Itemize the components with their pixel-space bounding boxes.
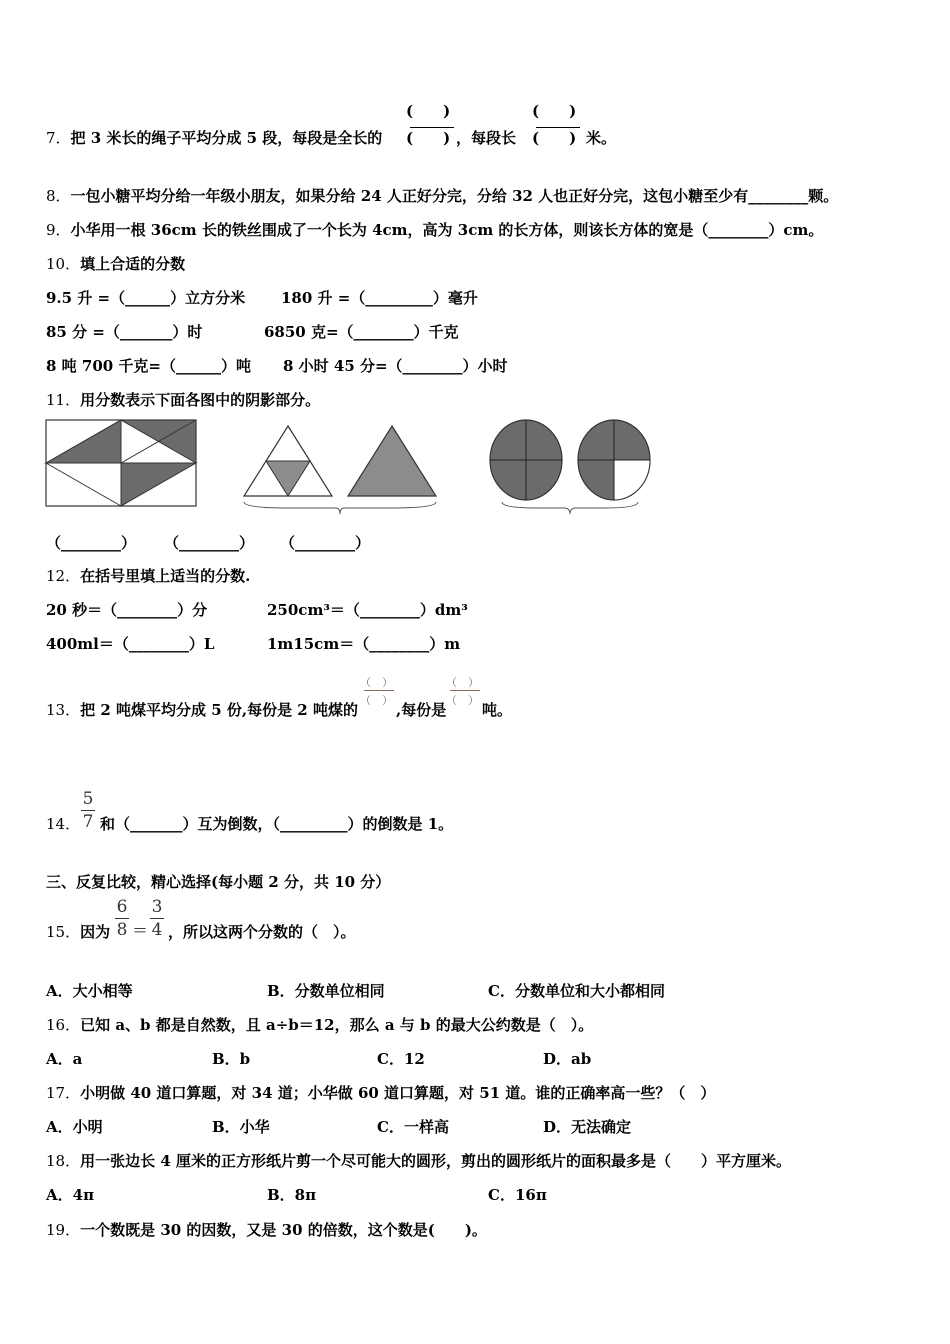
q15-line (46, 922, 110, 942)
q14-text: 和（_______）互为倒数，（_________）的倒数是 1。 (100, 815, 454, 833)
q7-paren-top-1: ( ) (406, 102, 451, 120)
q17-option-d[interactable]: D．无法确定 (543, 1118, 632, 1136)
q11-full-shaded-triangle (348, 426, 436, 496)
q10-r3b: 8 小时 45 分=（________）小时 (283, 357, 508, 375)
q17-line (46, 1083, 715, 1103)
q12-r1a: 20 秒＝（________）分 (46, 601, 208, 619)
q10-r2b: 6850 克=（________）千克 (264, 323, 459, 341)
q14-fraction-denominator: 7 (82, 812, 94, 832)
q10-title: 填上合适的分数 (80, 255, 186, 273)
q15-lead: 因为 (80, 923, 111, 941)
q19-number: 19． (46, 1221, 81, 1239)
q13-paren-bot-1: （ ） (360, 694, 393, 707)
q17-option-c[interactable]: C．一样高 (377, 1118, 449, 1136)
q17-option-b[interactable]: B．小华 (212, 1118, 270, 1136)
q16-number: 16． (46, 1016, 81, 1034)
q7-number: 7． (46, 129, 71, 147)
q10-title-line (46, 254, 185, 274)
q16-option-a[interactable]: A．a (46, 1050, 83, 1068)
q7-text-b: ，每段长 (456, 129, 517, 147)
q18-option-b[interactable]: B．8π (267, 1186, 317, 1204)
q16-line (46, 1015, 593, 1035)
q14-fraction (78, 788, 98, 833)
q15-fraction-1 (113, 896, 131, 941)
q7-line (46, 128, 382, 148)
q14-fraction-numerator: 5 (82, 789, 94, 809)
q17-number: 17． (46, 1084, 81, 1102)
q11-circles-figure (486, 416, 656, 516)
q10-r1a: 9.5 升 =（______）立方分米 (46, 289, 246, 307)
q13-line (46, 700, 358, 720)
q7-paren-mid-2: ( ) (532, 129, 577, 147)
q8-text: 一包小糖平均分给一年级小朋友，如果分给 24 人正好分完，分给 32 人也正好分完，这包小糖至少有________颗。 (70, 187, 839, 205)
q14-number: 14． (46, 815, 81, 833)
q8-line (46, 186, 838, 206)
q15-text: ，所以这两个分数的（ ）。 (168, 923, 356, 941)
q7-paren-top-2: ( ) (532, 102, 577, 120)
section3-heading: 三、反复比较，精心选择(每小题 2 分，共 10 分） (46, 873, 391, 891)
q13-paren-top-2: （ ） (446, 676, 479, 689)
q18-option-c[interactable]: C．16π (488, 1186, 547, 1204)
q16-option-d[interactable]: D．ab (543, 1050, 592, 1068)
q13-paren-bot-2: （ ） (446, 694, 479, 707)
q9-line (46, 220, 823, 240)
q12-title-line (46, 566, 250, 586)
q7-text-c: 米。 (586, 129, 617, 147)
q8-number: 8． (46, 187, 71, 205)
q14-number-line (46, 814, 80, 834)
q15-f1-denominator: 8 (116, 920, 128, 940)
q11-answer-3: （________） (280, 534, 371, 552)
q15-option-b[interactable]: B．分数单位相同 (267, 982, 385, 1000)
q16-text: 已知 a、b 都是自然数，且 a÷b＝12，那么 a 与 b 的最大公约数是（ ）。 (80, 1016, 594, 1034)
q11-brace-2 (502, 502, 638, 514)
q12-number: 12． (46, 567, 81, 585)
q12-r2a: 400ml＝（________）L (46, 635, 215, 653)
q17-option-a[interactable]: A．小明 (46, 1118, 103, 1136)
q13-fraction-bar-1 (364, 690, 394, 691)
q11-number: 11． (46, 391, 81, 409)
q10-r3a: 8 吨 700 千克=（______）吨 (46, 357, 251, 375)
q13-fraction-bar-2 (450, 690, 480, 691)
q16-option-c[interactable]: C．12 (377, 1050, 425, 1068)
q18-option-a[interactable]: A．4π (46, 1186, 95, 1204)
q18-number: 18． (46, 1152, 81, 1170)
q11-answer-2: （________） (164, 534, 255, 552)
q11-answer-1: （________） (46, 534, 137, 552)
q11-triangles-figure (240, 420, 440, 516)
q18-line (46, 1151, 791, 1171)
q13-paren-top-1: （ ） (360, 676, 393, 689)
q11-brace-1 (244, 502, 436, 514)
q10-r2a: 85 分 =（_______）时 (46, 323, 203, 341)
q15-f2-denominator: 4 (151, 920, 163, 940)
q15-fraction-2 (148, 896, 166, 941)
q7-paren-mid-1: ( ) (406, 129, 451, 147)
q13-text-b: ,每份是 (396, 701, 447, 719)
q15-f1-numerator: 6 (116, 897, 128, 917)
q7-text-a: 把 3 米长的绳子平均分成 5 段，每段是全长的 (70, 129, 383, 147)
q12-r2b: 1m15cm＝（________）m (267, 635, 461, 653)
q11-title-line (46, 390, 320, 410)
q15-equals: ＝ (132, 921, 149, 940)
q10-number: 10． (46, 255, 81, 273)
q18-text: 用一张边长 4 厘米的正方形纸片剪一个尽可能大的圆形，剪出的圆形纸片的面积最多是（ ）平方厘米。 (80, 1152, 791, 1170)
q13-number: 13． (46, 701, 81, 719)
q12-title: 在括号里填上适当的分数. (80, 567, 251, 585)
q16-option-b[interactable]: B．b (212, 1050, 251, 1068)
q19-text: 一个数既是 30 的因数，又是 30 的倍数，这个数是( )。 (80, 1221, 487, 1239)
q9-text: 小华用一根 36cm 长的铁丝围成了一个长为 4cm，高为 3cm 的长方体，则该长方体的宽是（________）cm。 (70, 221, 824, 239)
q11-title: 用分数表示下面各图中的阴影部分。 (80, 391, 321, 409)
q12-r1b: 250cm³＝（________）dm³ (267, 601, 468, 619)
q10-r1b: 180 升 =（_________）毫升 (281, 289, 478, 307)
q9-number: 9． (46, 221, 71, 239)
q13-text-c: 吨。 (482, 701, 513, 719)
q15-number: 15． (46, 923, 81, 941)
q15-f2-numerator: 3 (151, 897, 163, 917)
q15-option-c[interactable]: C．分数单位和大小都相同 (488, 982, 665, 1000)
q15-option-a[interactable]: A．大小相等 (46, 982, 133, 1000)
q17-text: 小明做 40 道口算题，对 34 道；小华做 60 道口算题，对 51 道。谁的正确率高一些？（ ） (80, 1084, 716, 1102)
q19-line (46, 1220, 487, 1240)
q13-text-a: 把 2 吨煤平均分成 5 份,每份是 2 吨煤的 (80, 701, 358, 719)
q11-rectangle-figure (44, 418, 198, 508)
